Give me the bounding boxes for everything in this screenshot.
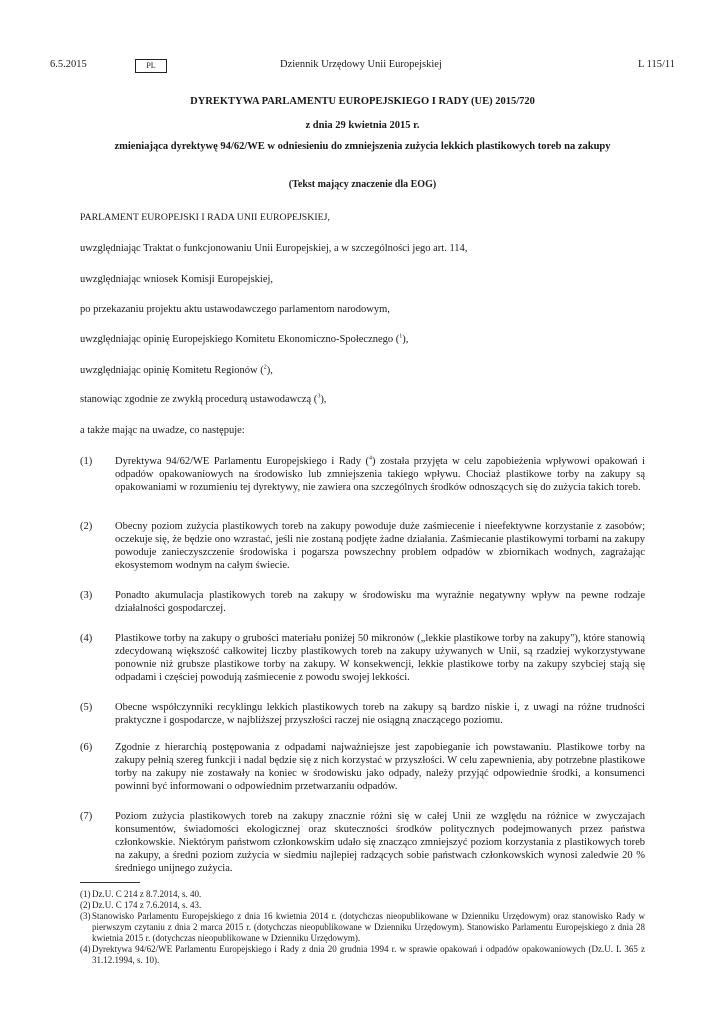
recital-number: (5) xyxy=(80,702,93,713)
footnote-ref[interactable]: 1 xyxy=(399,333,403,340)
directive-title: DYREKTYWA PARLAMENTU EUROPEJSKIEGO I RADY (UE) 2015/720 xyxy=(190,96,535,107)
footnote-text: Dz.U. C 174 z 7.6.2014, s. 43. xyxy=(92,900,202,910)
preamble-intro: a także mając na uwadze, co następuje: xyxy=(80,425,245,436)
footnote-text: Dz.U. C 214 z 8.7.2014, s. 40. xyxy=(92,889,202,899)
page-header xyxy=(50,59,675,75)
footnote-text: Stanowisko Parlamentu Europejskiego z dnia 16 kwietnia 2014 r. (dotychczas nieopublikowane w Dzienniku Urzędowym) oraz stanowisko Rady w pierwszym czytaniu z dnia 2 marca 2015 r. (dotychczas nieopublikowane w Dzienniku Urzędowym). Stanowisko Parlamentu Europejskiego z dnia 28 kwietnia 2015 r. (dotychczas nieopublikowane w Dzienniku Urzędowym). xyxy=(92,911,645,943)
footnote-number: (2) xyxy=(80,900,91,910)
publication-date: 6.5.2015 xyxy=(50,59,87,70)
footnote-text: Dyrektywa 94/62/WE Parlamentu Europejskiego i Rady z dnia 20 grudnia 1994 r. w sprawie opakowań i odpadów opakowaniowych (Dz.U. L 365 z 31.12.1994, s. 10). xyxy=(92,944,645,965)
recital-number: (4) xyxy=(80,633,93,644)
recital-text: Obecne współczynniki recyklingu lekkich plastikowych toreb na zakupy są bardzo niskie i, z uwagi na różne trudności praktyczne i gospodarcze, w najbliższej przyszłości raczej nie osiągną znaczącego poziomu. xyxy=(115,702,645,726)
preamble-citation: uwzględniając opinię Komitetu Regionów ($^2$), xyxy=(80,364,273,376)
page-reference: L 115/11 xyxy=(637,59,675,70)
eea-relevance: (Tekst mający znaczenie dla EOG) xyxy=(288,179,437,190)
language-badge: PL xyxy=(135,59,167,73)
footnote-ref[interactable]: 2 xyxy=(263,364,267,371)
preamble-citation: uwzględniając wniosek Komisji Europejskiej, xyxy=(80,274,274,285)
preamble-citation: uwzględniając opinię Europejskiego Komitetu Ekonomiczno-Społecznego ($^1$), xyxy=(80,333,409,345)
directive-subject: zmieniająca dyrektywę 94/62/WE w odniesieniu do zmniejszenia zużycia lekkich plastikowych toreb na zakupy xyxy=(114,141,611,152)
recital-number: (1) xyxy=(80,456,93,467)
footnote-ref[interactable]: 4 xyxy=(369,455,373,462)
preamble-parties: PARLAMENT EUROPEJSKI I RADA UNII EUROPEJSKIEJ, xyxy=(80,212,330,223)
directive-date: z dnia 29 kwietnia 2015 r. xyxy=(305,120,420,131)
footnote-divider xyxy=(80,882,140,883)
recital-number: (6) xyxy=(80,742,93,753)
recital-number: (3) xyxy=(80,590,93,601)
preamble-citation: stanowiąc zgodnie ze zwykłą procedurą ustawodawczą ($^3$), xyxy=(80,393,327,405)
recital-number: (7) xyxy=(80,811,93,822)
recital-text: Ponadto akumulacja plastikowych toreb na zakupy w środowisku ma wyraźnie negatywny wpływ na pewne rodzaje działalności gospodarczej. xyxy=(115,590,645,614)
recital-text: Zgodnie z hierarchią postępowania z odpadami najważniejsze jest zapobieganie ich powstawaniu. Plastikowe torby na zakupy pełnią szereg funkcji i nadal będzie się z nich korzystać w przyszłości. W celu zapewnienia, aby potrzebne plastikowe torby na zakupy nie zostawały na koniec w środowisku jako odpady, należy przyjąć odpowiednie środki, a konsumenci powinni być informowani o odpowiednim przetwarzaniu odpadów. xyxy=(115,742,645,792)
preamble-citation: po przekazaniu projektu aktu ustawodawczego parlamentom narodowym, xyxy=(80,304,390,315)
footnote-number: (3) xyxy=(80,911,91,921)
journal-title: Dziennik Urzędowy Unii Europejskiej xyxy=(280,59,442,70)
recital-number: (2) xyxy=(80,521,93,532)
recital-text: Poziom zużycia plastikowych toreb na zakupy znacznie różni się w całej Unii ze względu na różnice w zwyczajach konsumentów, świadomości ekologicznej oraz skuteczności środków politycznych podejmowanych przez państwa członkowskie. Niektórym państwom członkowskim udało się znacząco zmniejszyć poziom korzystania z plastikowych toreb na zakupy, a średni poziom zużycia w siedmiu najlepiej radzących sobie państwach członkowskich wynosi zaledwie 20 % średniego unijnego zużycia. xyxy=(115,811,645,874)
footnote-number: (1) xyxy=(80,889,91,899)
footnote-number: (4) xyxy=(80,944,91,954)
recital-text: Dyrektywa 94/62/WE Parlamentu Europejskiego i Rady ($^4$) została przyjęta w celu zapobieżenia wpływowi opakowań i odpadów opakowaniowych na środowisko lub zmniejszenia takiego wpływu. Chociaż plastikowe torby na zakupy są opakowaniami w rozumieniu tej dyrektywy, nie zawiera ona szczególnych środków odnoszących się do zużycia takich toreb. xyxy=(115,455,646,493)
preamble-citation: uwzględniając Traktat o funkcjonowaniu Unii Europejskiej, a w szczególności jego art. 114, xyxy=(80,243,468,254)
recital-text: Obecny poziom zużycia plastikowych toreb na zakupy powoduje duże zaśmiecenie i nieefektywne korzystanie z zasobów; oczekuje się, że będzie ono wzrastać, jeśli nie zostaną podjęte żadne działania. Zaśmiecanie plastikowymi torbami na zakupy powoduje zanieczyszczenie środowiska i pogarsza powszechny problem odpadów w zbiornikach wodnych, zagrażając ekosystemom wodnym na całym świecie. xyxy=(115,521,645,571)
recital-text: Plastikowe torby na zakupy o grubości materiału poniżej 50 mikronów („lekkie plastikowe torby na zakupy"), które stanowią zdecydowaną większość całkowitej liczby plastikowych toreb na zakupy używanych w Unii, są rzadziej wykorzystywane ponownie niż grubsze plastikowe torby na zakupy. W konsekwencji, lekkie plastikowe torby na zakupy szybciej stają się odpadami i częściej powodują zaśmiecenie z powodu swojej lekkości. xyxy=(115,633,645,683)
footnote-ref[interactable]: 3 xyxy=(317,393,321,400)
